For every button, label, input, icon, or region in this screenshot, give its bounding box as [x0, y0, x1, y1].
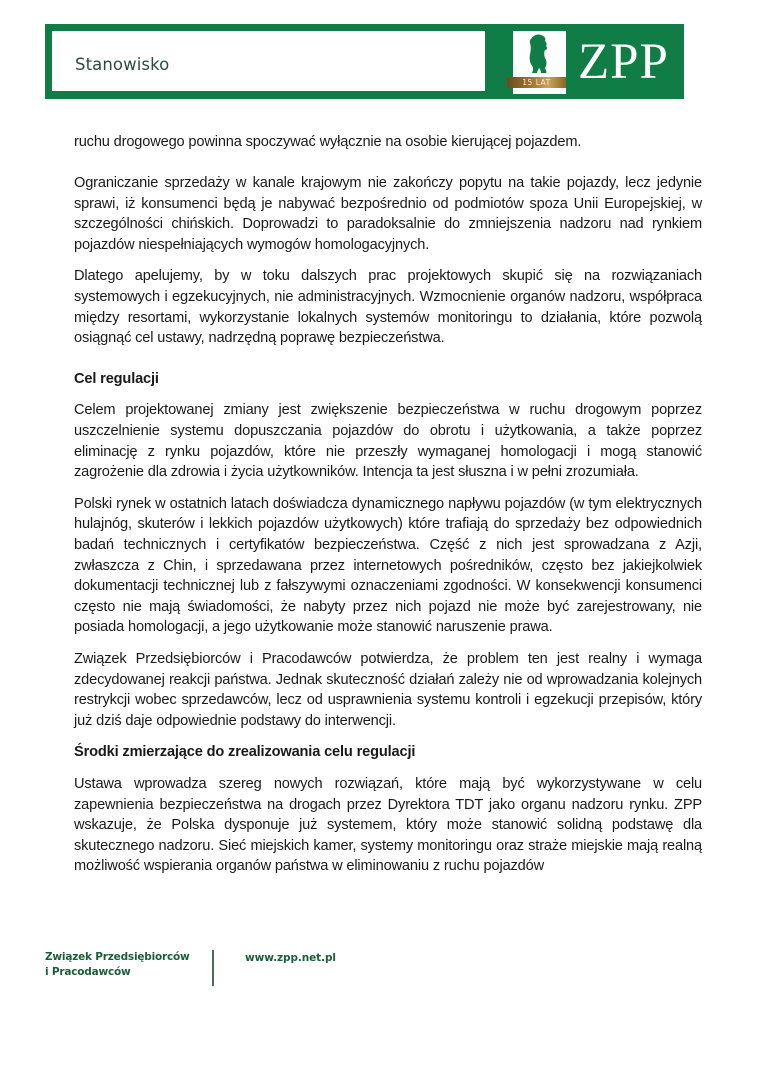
footer-org-line-1: Związek Przedsiębiorców: [45, 951, 190, 963]
footer-org-line-2: i Pracodawców: [45, 966, 131, 978]
bear-icon: [525, 34, 551, 74]
section-heading-srodki: Środki zmierzające do zrealizowania celu regulacji: [74, 744, 416, 761]
paragraph: Ograniczanie sprzedaży w kanale krajowym nie zakończy popytu na takie pojazdy, lecz jedynie sprawi, iż konsumenci będą je nabywać bezpośrednio od podmiotów spoza Unii Europejskiej, w szczególności chińskich. Doprowadzi to paradoksalnie do zmniejszenia nadzoru nad rynkiem pojazdów niespełniających wymogów homologacyjnych.: [74, 175, 702, 253]
anniversary-badge: 15 LAT: [507, 77, 566, 88]
brand-logo-text: ZPP: [578, 34, 669, 90]
paragraph: Związek Przedsiębiorców i Pracodawców potwierdza, że problem ten jest realny i wymaga zdecydowanej reakcji państwa. Jednak skuteczność działań zależy nie od wprowadzania kolejnych restrykcji wobec sprzedawców, lecz od usprawnienia systemu kontroli i egzekucji przepisów, który już dziś daje odpowiednie podstawy do interwencji.: [74, 650, 702, 729]
footer-website-link[interactable]: www.zpp.net.pl: [245, 952, 336, 964]
header-title-box: [52, 31, 485, 91]
section-heading-cel-regulacji: Cel regulacji: [74, 370, 159, 387]
document-type-title: Stanowisko: [75, 55, 170, 74]
paragraph: Dlatego apelujemy, by w toku dalszych prac projektowych skupić się na rozwiązaniach systemowych i egzekucyjnych, nie administracyjnych. Wzmocnienie organów nadzoru, współpraca między resortami, wykorzystanie lokalnych systemów monitoringu to działania, które pozwolą osiągnąć cel ustawy, nadrzędną poprawę bezpieczeństwa.: [74, 268, 702, 347]
footer-divider: [212, 950, 214, 986]
document-header-banner: [45, 24, 684, 99]
paragraph: ruchu drogowego powinna spoczywać wyłącznie na osobie kierującej pojazdem.: [74, 134, 582, 150]
paragraph: Polski rynek w ostatnich latach doświadcza dynamicznego napływu pojazdów (w tym elektrycznych hulajnóg, skuterów i lekkich pojazdów użytkowych) które trafiają do sprzedaży bez odpowiednich badań technicznych i certyfikatów bezpieczeństwa. Część z nich jest sprowadzana z Azji, zwłaszcza z Chin, i sprzedawana przez internetowych pośredników, często bez jakiejkolwiek dokumentacji technicznej lub z fałszywymi oznaczeniami zgodności. W konsekwencji konsumenci często nie mają świadomości, że nabyty przez nich pojazd nie może być zarejestrowany, nie posiada homologacji, a jego użytkowanie może stanowić naruszenie prawa.: [74, 495, 702, 636]
paragraph: Celem projektowanej zmiany jest zwiększenie bezpieczeństwa w ruchu drogowym poprzez uszczelnienie systemu dopuszczania pojazdów do obrotu i użytkowania, a także poprzez eliminację z rynku pojazdów, które nie przeszły wymaganej homologacji i mogą stanowić zagrożenie dla zdrowia i życia użytkowników. Intencja ta jest słuszna i w pełni zrozumiała.: [74, 402, 702, 481]
footer-organization-name: [45, 950, 190, 980]
paragraph: Ustawa wprowadza szereg nowych rozwiązań, które mają być wykorzystywane w celu zapewnienia bezpieczeństwa na drogach przez Dyrektora TDT jako organu nadzoru rynku. ZPP wskazuje, że Polska dysponuje już systemem, który może stanowić solidną podstawę dla skutecznego nadzoru. Sieć miejskich kamer, systemy monitoringu oraz straże miejskie mają realną możliwość wspierania organów państwa w eliminowaniu z ruchu pojazdów: [74, 775, 702, 875]
document-body: [74, 132, 702, 877]
